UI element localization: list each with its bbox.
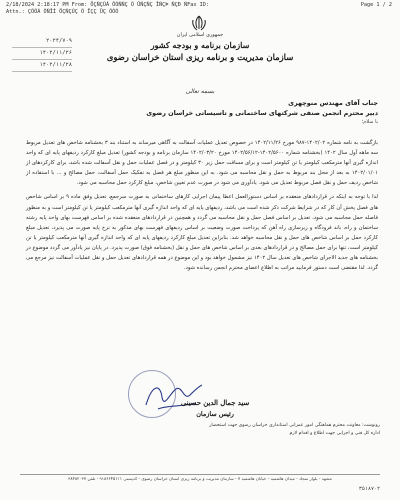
letter-attachment: ۱۴۰۲/۱۱/۲۸ (12, 62, 72, 72)
org-name-provincial: سازمان مدیریت و برنامه ریزی استان خراسان رضوی (106, 52, 294, 62)
fax-header-line2: Attn.: ÇÕÕÁ ÕÑÎÍ ÖÇÑÇÚÇ Õ ÏÇÇ ÜÇ ÕÓÓ (6, 9, 119, 15)
basmala: بسمه تعالی (185, 88, 215, 95)
recipient-block (78, 98, 378, 126)
carbon-copy (180, 422, 380, 438)
iran-emblem-icon (188, 14, 210, 32)
letter-meta (12, 38, 72, 74)
letter-number: ۲۰۲۴/۷۰۹ (12, 38, 72, 48)
fax-page-number: Page 1 / 2 (360, 2, 392, 8)
salutation: با سلام؛ (361, 119, 378, 125)
recipient-name: جناب آقای مهندس منوچهری (288, 99, 378, 107)
letterhead-org (95, 40, 305, 63)
cc-line-2: اداره کل فنی و اجرایی جهت اطلاع و اقدام لازم (289, 431, 380, 436)
body-paragraph-1: بازگشت به نامه شماره ۱۴۰۲/۰۲-۹۸۷ مورخ ۱۴۰۲/۱۱/۲۶ در خصوص تعدیل عملیات آسفالت به آگاهی میرساند به استناد بند ۳ بخشنامه شاخص های تعدیل مربوط سه ماهه آول سال ۱۴۰۲ (بخشنامه شماره ۱۴۰۲/۵۶۰۰-۱۴۰۲/۵۶/۱۲ مورخ ۱۴۰۲/۰۳/۲۰ سازمان برنامه و بودجه کشور) تعدیل مبلغ کارکرد ردیفهای پایه ای که واحد اندازه گیری آنها مترمکعب کیلومتر یا تن کیلومتر است و برای مسافت حمل زیر ۳۰ کیلومتر و در فصل عملیات حمل و نقل آسفالت شده باشد، برای کارکردهای از ۱۴۰۲/۰۱/۰۱ به بعد از محل بند مربوط به حمل و نقل محاسبه می شود. به این منظور مبلغ هر فصل به تفکیک حمل آسفالت، حمل مصالح و ... با استفاده از شاخص ردیف حمل و نقل فصل مربوط تعدیل می شود. یادآوری می شود در صورت عدم تعیین شاخص، مبلغ کارکرد حمل محاسبه می شود. (26, 140, 379, 187)
letter-date: ۱۴۰۲/۱۱/۲۶ (12, 50, 72, 60)
letter-body (26, 138, 378, 277)
republic-name: جمهوری اسلامی ایران (176, 32, 224, 38)
signer-block (170, 398, 260, 419)
signer-title: رئیس سازمان (196, 410, 234, 418)
signer-name: سید جمال الدین حسینی (180, 399, 250, 407)
org-name-national: سازمان برنامه و بودجه کشور (150, 40, 250, 50)
footer-code: ۳۵۱۸۷۰۲ (358, 486, 380, 492)
cc-line-1: رونوشت: معاونت محترم هماهنگی امور عمرانی استانداری خراسان رضوی جهت استحضار (209, 423, 380, 428)
footer-divider (20, 474, 380, 475)
fax-header-line1: 2/18/2024 2:18:17 PM From: ÖÇÑÇÚÁ ÔÓÑÑÇ Õ ÛÑÇÑÇ ÎÑÇÞ ÑÇÐ ÑFax ID: (6, 2, 210, 8)
footer-address: مشهد - بلوار سجاد - میدان هاشمیه - خیابان هاشمیه ۷ - سازمان مدیریت و برنامه ریزی استان خراسان رضوی - کدپستی ۹۱۸۶۶۴۵۱۱۱ - تلفن ۳۸۴۸۲۰۳۷ (68, 476, 332, 481)
recipient-title: دبیر محترم انجمن صنفی شرکتهای ساختمانی و تاسیساتی خراسان رضوی (146, 109, 378, 117)
body-paragraph-2: لذا با توجه به اینکه در قراردادهای منعقده بر اساس دستورالعمل اعطا پیمان اجرایی کارهای ساختمانی به صورت سرجمع، تعدیل وفق ماده ۹ بر اساس شاخص های فصل پخش آن کار که در شرایط شرکت ذکر شده است می باشد، ردیفهای پایه ای که واحد اندازه گیری آنها مترمکعب کیلومتر یا تن کیلومتر است و به منظور فاصله حمل محاسبه می شود، تعدیل بر اساس فصل حمل و نقل محاسبه می گردد و همچنین در قراردادهای منعقده شده بر اساس فهرست بهای واحد پایه رشته ساختمان و راه، باند فرودگاه و زیرسازی راه آهن که پرداخت صورت وضعیت بر اساس ردیفهای فهرست بهای مذکور به نرخ پایه صورت می پذیرد، تعدیل مبلغ کارکرد حمل بر اساس شاخص های حمل و نقل محاسبه خواهد شد. بنابراین تعدیل مبلغ کارکرد ردیفهای پایه ای که واحد اندازه گیری آنها مترمکعب کیلومتر یا تن کیلومتر است، تنها برای حمل مصالح و در قراردادهای بعدی بر اساس شاخص های حمل و نقل (بخشنامه فوق) صورت پذیرد. در پایان نیز یادآور می گردد موضوع در بخشنامه های جدید الاجرای شاخص های تعدیل سال ۱۴۰۲ نیز مشمول خواهد بود و این موضوع در همه قراردادهای تعدیل حمل و نقل عملیات آسفالت نیز مرجع می گردد. لذا مقتضی است دستور فرمایید مراتب به اطلاع اعضای محترم انجمن رسانده شود. (26, 194, 378, 272)
